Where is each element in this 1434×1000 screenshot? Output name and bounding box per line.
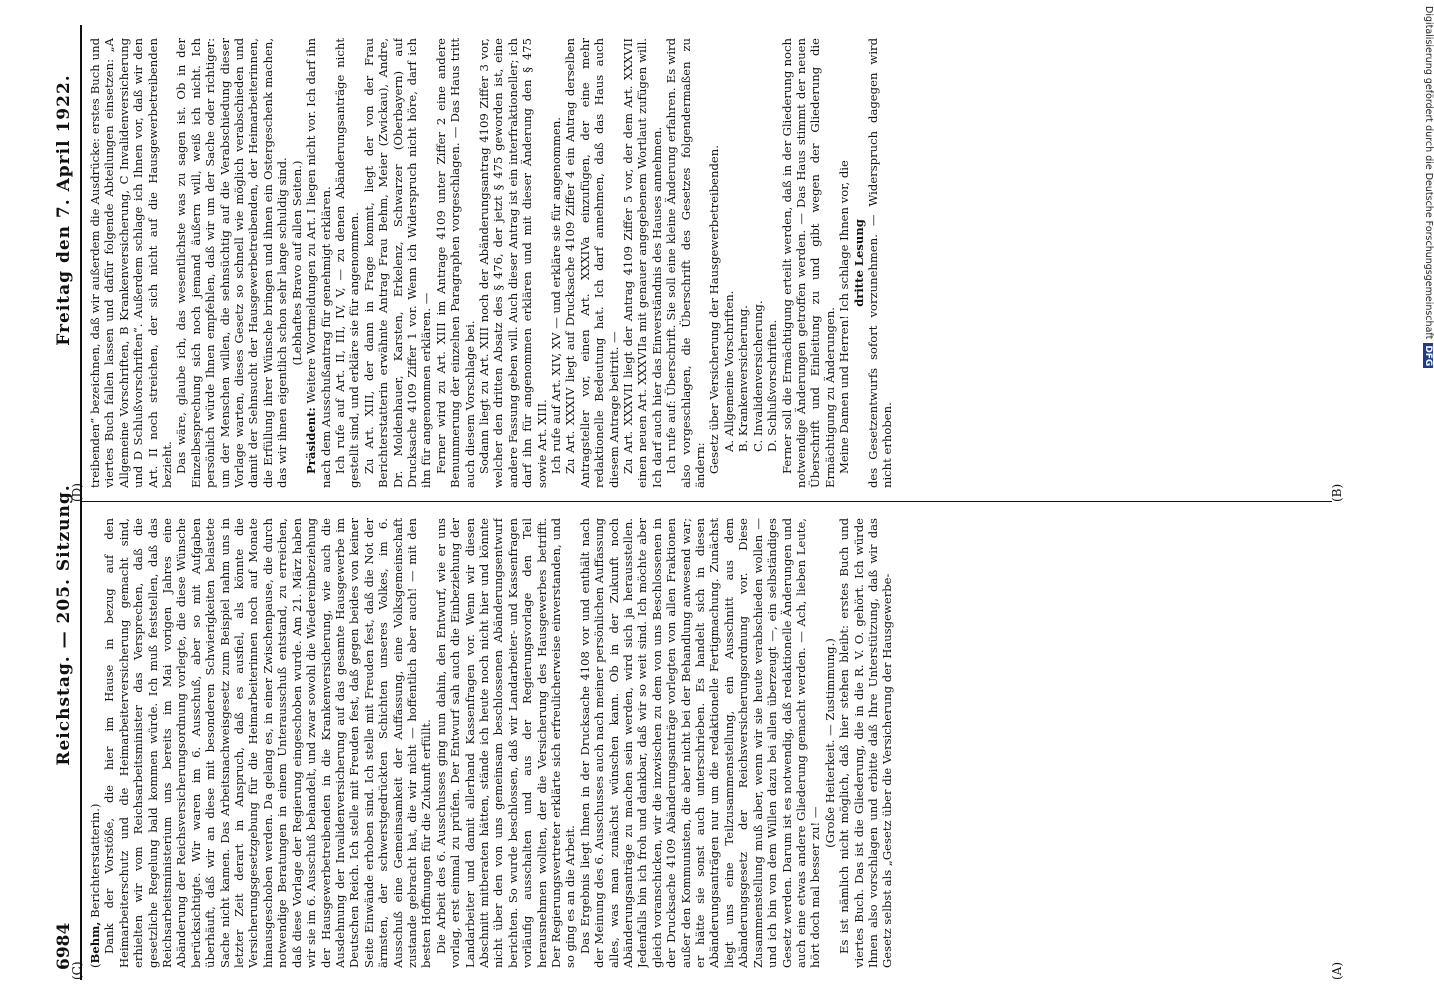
paragraph: Die Arbeit des 6. Ausschusses ging nun dahin, den Entwurf, wie er uns vorlag, erst einmal zu prüfen. Der Entwurf sah auch die Einbeziehung der Landarbeiter und damit allerhand Kassenfragen vor. Wenn wir diesen Abschnitt mitberaten hätten, stände ich heute noch nicht hier und könnte nicht über den von uns gemeinsam beschlossenen Abänderungsentwurf berichten. So wurde beschlossen, daß wir Landarbeiter- und Kassenfragen vorläufig ausschalten und aus der Regierungsvorlage den Teil herausnehmen wollten, der die Versicherung des Hausgewerbes betrifft. Der Regierungsvertreter erklärte sich erfreulicherweise einverstanden, und so ging es an die Arbeit. [433, 518, 578, 968]
right-column [88, 38, 1328, 488]
margin-marker-a: (A) [1330, 961, 1344, 980]
paragraph: Sodann liegt zu Art. XIII noch der Abänderungsantrag 4109 Ziffer 3 vor, welcher den dritten Absatz des § 476, der jetzt § 475 geworden ist, eine andere Fassung geben will. Auch dieser Antrag ist ein interfraktioneller; ich darf ihn für angenommen erklären und mit dieser Änderung den § 475 sowie Art. XIII. [476, 38, 549, 488]
left-column [88, 518, 1328, 968]
third-reading-label: dritte Lesung [851, 219, 866, 307]
paragraph: Ferner wird zu Art. XIII im Antrage 4109 unter Ziffer 2 eine andere Benummerung der einzelnen Paragraphen vorgeschlagen. — Das Haus tritt auch diesem Vorschlage bei. [433, 38, 477, 488]
paragraph: Ich rufe auf Art. II, III, IV, V, — zu denen Abänderungsanträge nicht gestellt sind, und erkläre sie für angenommen. [332, 38, 362, 488]
applause: (Lebhaftes Bravo auf allen Seiten.) [289, 160, 304, 366]
speaker-name: Behm, [88, 921, 102, 964]
page-title: Reichstag. — 205. Sitzung. [54, 484, 74, 766]
list-item: A. Allgemeine Vorschriften. [721, 290, 736, 452]
margin-marker-c: (C) [70, 961, 84, 980]
list-item: D. Schlußvorschriften. [765, 319, 780, 452]
law-title: Gesetz über Versicherung der Hausgewerbetreibenden. [707, 145, 722, 474]
paragraph: Meine Damen und Herren! Ich schlage Ihnen vor, die [837, 160, 852, 474]
list-item: B. Krankenversicherung. [736, 305, 751, 452]
margin-marker-b: (B) [1330, 483, 1344, 502]
president-label: Präsident: [304, 407, 319, 474]
header-rule [80, 25, 82, 980]
paragraph: Zu Art. XIII, der dann in Frage kommt, liegt der von der Frau Berichterstatterin erwähnte Antrag Frau Behm, Meier (Zwickau), Andre, Dr. Moldenhauer, Karsten, Erkelenz, Schwarzer (Oberbayern) auf Drucksache 4109 Ziffer 1 vor. Wenn ich Widerspruch nicht höre, darf ich ihn für angenommen erklären. — [361, 38, 434, 488]
president-text: Weitere Wortmeldungen zu Art. I liegen nicht vor. Ich darf ihn nach dem Ausschußantrag für genehmigt erklären. [304, 38, 333, 488]
speaker-role: Berichterstatterin.) [88, 803, 102, 922]
interjection: (Große Heiterkeit. — Zustimmung.) [822, 638, 837, 848]
paragraph: Dank der Vorstöße, die hier im Hause in bezug auf den Heimarbeiterschutz und die Heimarbeiterversicherung gemacht sind, erhielten wir vom Reichsarbeitsminister das Versprechen, daß die gesetzliche Regelung bald kommen würde. Ich muß feststellen, daß das Reichsarbeitsministerium uns bereits im Mai vorigen Jahres eine Abänderung der Reichsversicherungsordnung vorlegte, die diese Wünsche berücksichtigte. Wir waren im 6. Ausschuß, aber so mit Aufgaben überhäuft, daß wir an diese mit besonderen Schwierigkeiten belastete Sache nicht kamen. Das Arbeitsnachweisgesetz zum Beispiel nahm uns in letzter Zeit derart in Anspruch, daß es ausfiel, als könnte die Versicherungsgesetzgebung für die Heimarbeiterinnen noch auf Monate hinausgeschoben werden. Da gelang es, in einer Zwischenpause, die durch notwendige Beratungen in einem Unterausschuß entstand, zu erreichen, daß diese Vorlage der Regierung eingeschoben wurde. Am 21. März haben wir sie im 6. Ausschuß behandelt, und zwar sowohl die Wiedereinbeziehung der Hausgewerbetreibenden in die Krankenversicherung, wie auch die Ausdehnung der Invalidenversicherung auf das gesamte Hausgewerbe im Deutschen Reich. Ich stelle mit Freuden fest, daß gegen beides von keiner Seite Einwände erhoben sind. Ich stelle mit Freuden fest, daß die Not der ärmsten, der schwerstgedrückten Schichten unseres Volkes, im 6. Ausschuß eine Gemeinsamkeit der Auffassung, eine Volksgemeinschaft zustande gebracht hat, die wir nicht — hoffentlich aber auch! — mit den besten Hoffnungen für die Zukunft erfüllt. [102, 518, 434, 968]
page-number: 6984 [54, 922, 74, 970]
funding-note-text-wrap [1420, 6, 1434, 996]
paragraph: Zu Art. XXXIV liegt auf Drucksache 4109 Ziffer 4 ein Antrag derselben Antragsteller vor, einen Art. XXXIVa einzufügen, der eine mehr redaktionelle Bedeutung hat. Ich darf annehmen, daß das Haus auch diesem Antrage beitritt. — [563, 38, 621, 488]
dfg-logo-icon: DFG [1423, 345, 1433, 367]
paragraph: Es ist nämlich nicht möglich, daß hier stehen bleibt: erstes Buch und viertes Buch. Das ist die Gliederung, die in die R. V. O. gehört. Ich würde Ihnen also vorschlagen und erbitte daß Ihre Unterstützung, daß wir das Gesetz selbst als „Gesetz über die Versicherung der Hausgewerbe- [837, 518, 895, 968]
rotated-page [30, 25, 1370, 980]
paragraph: Ich rufe auf: Überschrift. Sie soll eine kleine Änderung erfahren. Es wird also vorgeschlagen, die Überschrift des Gesetzes folgendermaßen zu ändern: [664, 38, 708, 488]
speaker-line: (Behm, Berichterstatterin.) [88, 803, 102, 968]
paragraph: des Gesetzentwurfs sofort vorzunehmen. — Widerspruch dagegen wird nicht erhoben. [865, 38, 895, 488]
paragraph: Zu Art. XXXVII liegt der Antrag 4109 Ziffer 5 vor, der dem Art. XXXVII einen neuen Art. XXXVIIa mit genauer angegebenem Wortlaut zufügen will. Ich darf auch hier das Einverständnis des Hauses annehmen. [621, 38, 664, 488]
column-divider [82, 501, 1332, 502]
third-reading-heading [852, 38, 866, 488]
paragraph: Das Ergebnis liegt Ihnen in der Drucksache 4108 vor und enthält nach der Meinung des 6. Ausschusses auch nach meiner persönlichen Auffassung alles, was man zunächst wünschen kann. Ob in der Zukunft noch Abänderungsanträge zu machen sein werden, wird sich ja herausstellen. Jedenfalls bin ich froh und dankbar, daß wir so weit sind. Ich möchte aber gleich voranschicken, wir die inzwischen zu dem von uns Beschlossenen in der Drucksache 4109 Abänderungsanträge vorlegten von allen Fraktionen außer den Kommunisten, die aber nicht bei der Behandlung anwesend war; er hätte sie sonst auch unterschrieben. Es handelt sich in diesen Abänderungsanträgen nur um die redaktionelle Fertigmachung. Zunächst liegt uns eine Teilzusammenstellung, ein Ausschnitt aus dem Abänderungsgesetz der Reichsversicherungsordnung vor. Diese Zusammenstellung muß aber, wenn wir sie heute verabschieden wollen — und ich bin von dem Willen dazu bei allen überzeugt —, ein selbständiges Gesetz werden. Darum ist es notwendig, daß redaktionelle Änderungen und auch eine etwas andere Gliederung gemacht werden. — Ach, lieben Leute, hört doch mal besser zu! — [577, 518, 823, 968]
funding-note [1420, 6, 1434, 996]
paragraph: treibenden“ bezeichnen, daß wir außerdem die Ausdrücke: erstes Buch und viertes Buch fallen lassen und dafür folgende Abteilungen einsetzen: „A Allgemeine Vorschriften, B Krankenversicherung, C Invalidenversicherung und D Schlußvorschriften“. Außerdem schlage ich Ihnen vor, daß wir den Art. II noch streichen, der sich nicht auf die Hausgewerbetreibenden bezieht. [88, 38, 175, 488]
margin-marker-d: (D) [70, 483, 84, 502]
paragraph: Ich rufe auf Art. XIV, XV — und erkläre sie für angenommen. [549, 117, 563, 474]
list-item: C. Invalidenversicherung. [750, 300, 765, 452]
paragraph: Ferner soll die Ermächtigung erteilt werden, daß in der Gliederung noch notwendige Änderungen getroffen werden. — Das Haus stimmt der neuen Überschrift und Einleitung zu und gibt wegen der Gliederung die Ermächtigung zu Änderungen. [779, 38, 837, 488]
page-header [50, 25, 80, 980]
session-date: Freitag den 7. April 1922. [54, 74, 74, 346]
paragraph: Das wäre, glaube ich, das wesentlichste was zu sagen ist. Ob in der Einzelbesprechung sich noch jemand äußern will, weiß ich nicht. Ich persönlich würde Ihnen empfehlen, daß wir um der Sache oder richtiger: um der Menschen willen, die sehnsüchtig auf die Verabschiedung dieser Vorlage warten, dieses Gesetz so schnell wie möglich verabschieden und damit der Sehnsucht der Hausgewerbetreibenden, der Heimarbeiterinnen, die Erfüllung ihrer Wünsche bringen und ihnen ein Ostergeschenk machen, das wir ihnen eigentlich schon sehr lange schuldig sind. [174, 38, 290, 488]
funding-note-text: Digitalisierung gefördert durch die Deutsche Forschungsgemeinschaft [1423, 6, 1434, 340]
president-paragraph [304, 38, 333, 488]
